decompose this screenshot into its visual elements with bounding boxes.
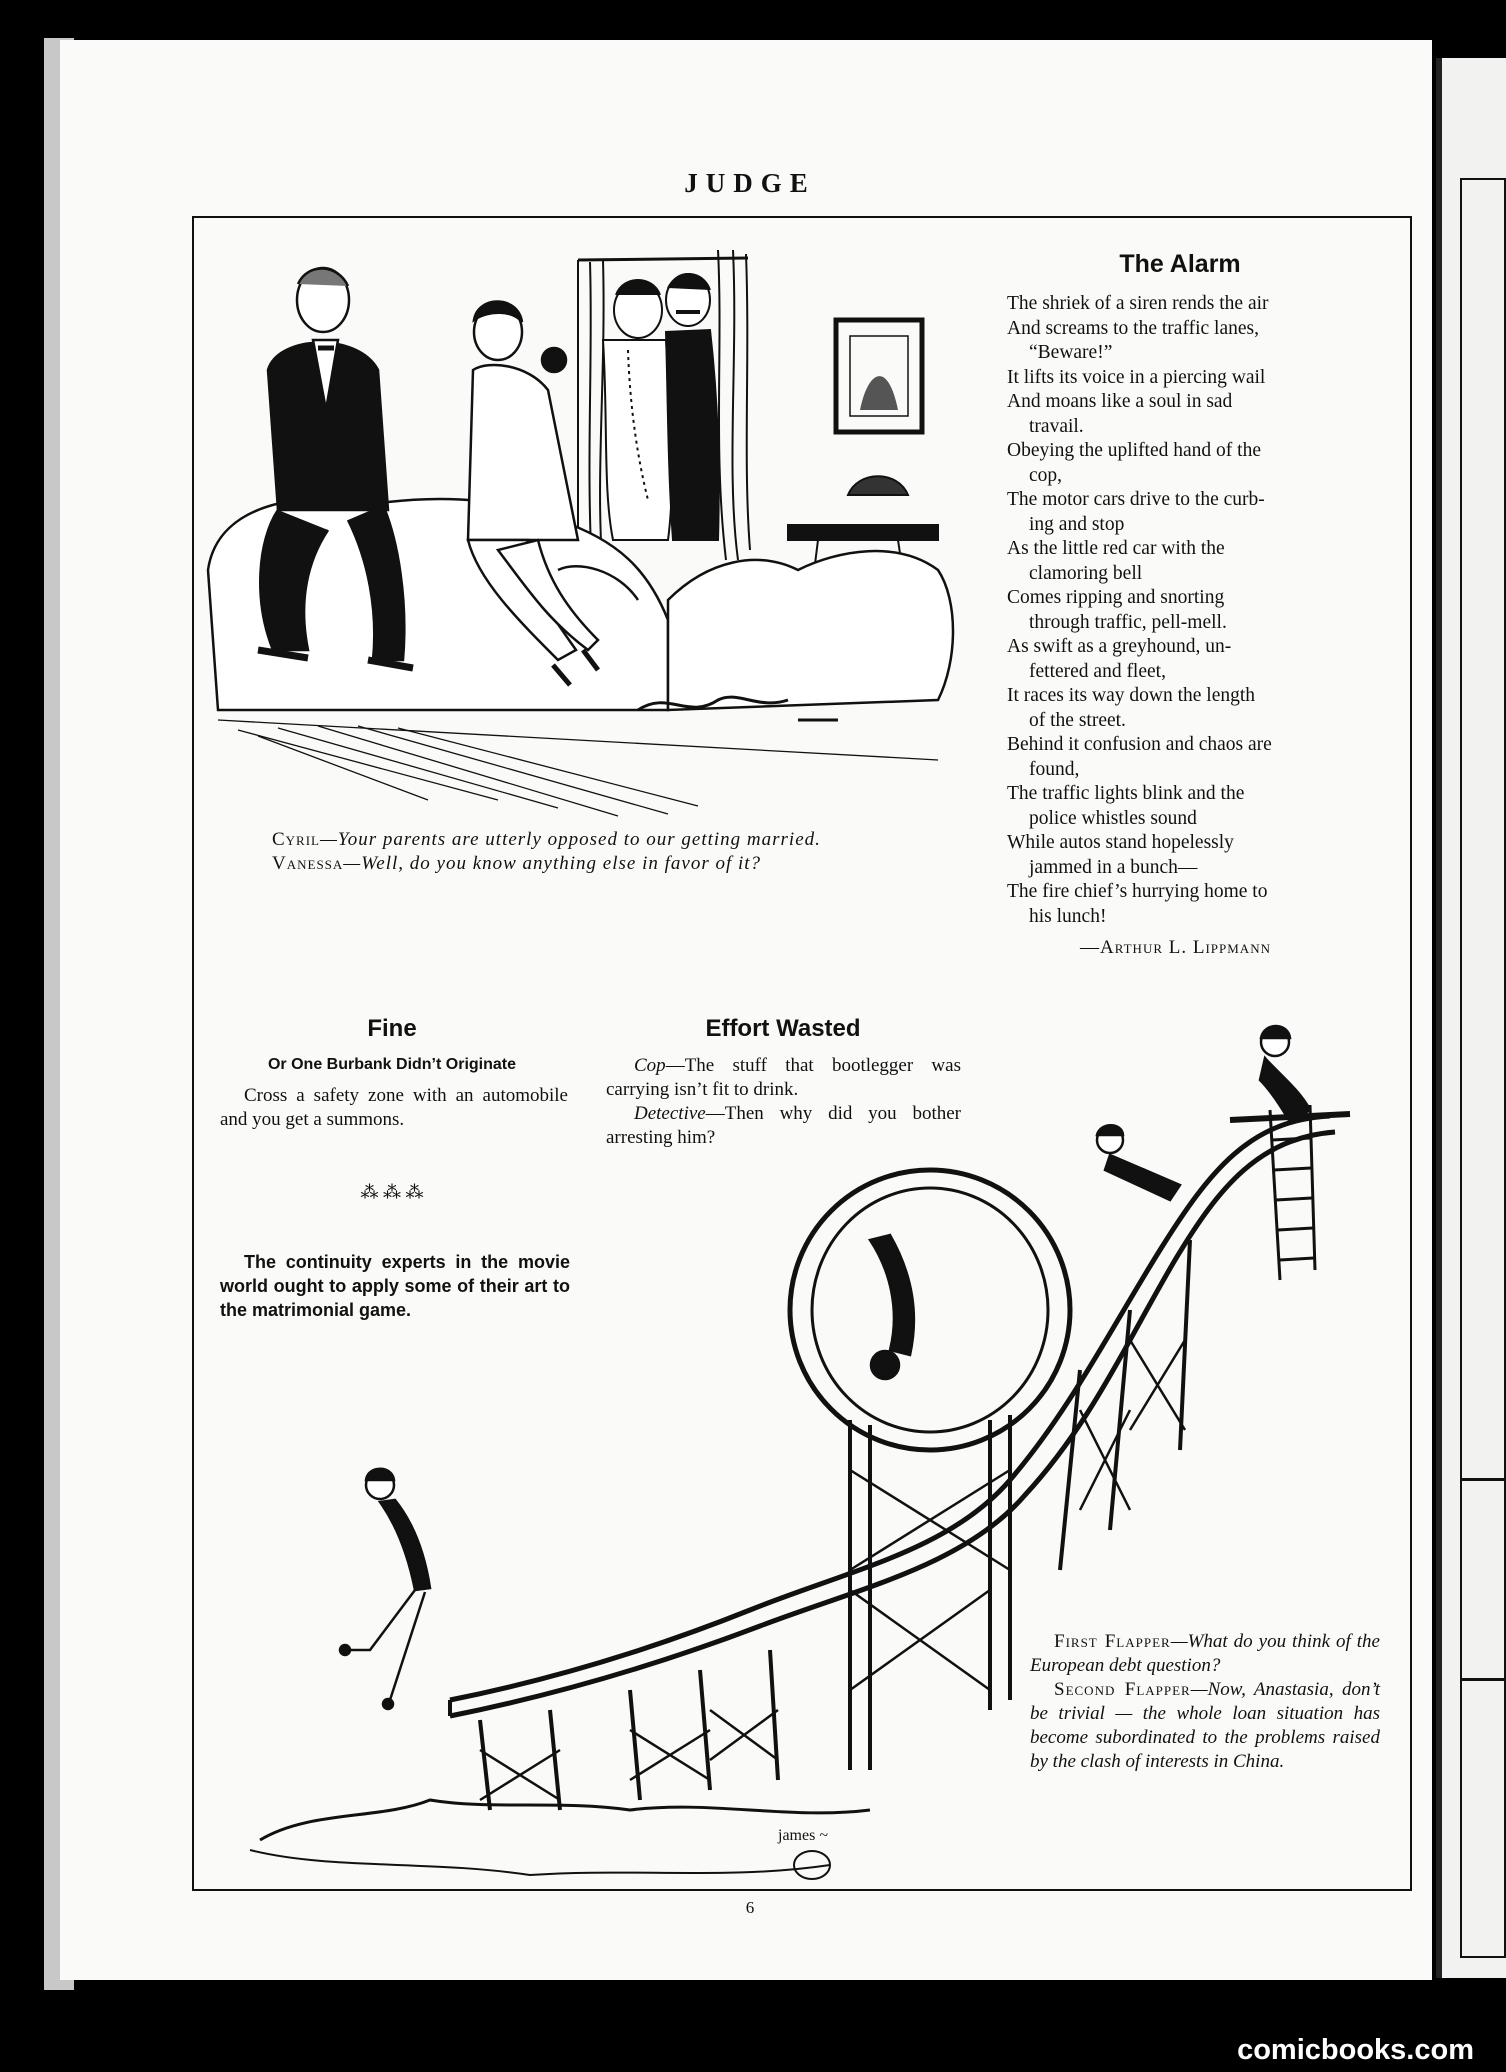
page-number: 6 xyxy=(745,1898,755,1917)
poem-line: Comes ripping and snorting xyxy=(1007,587,1225,608)
poem-line: It lifts its voice in a piercing wail xyxy=(1007,366,1266,388)
caption-line-cyril xyxy=(250,828,930,852)
svg-text:james ~: james ~ xyxy=(778,1827,828,1844)
cop-dialogue: —The stuff that bootlegger was carrying isn’t fit to drink. xyxy=(606,1055,961,1100)
poem-line: police whistles sound xyxy=(1029,807,1197,829)
fine-title: Fine xyxy=(367,1015,417,1042)
poem-line: found, xyxy=(1029,758,1080,780)
alarm-poem-body xyxy=(1007,292,1362,929)
poem-line: travail. xyxy=(1029,415,1084,437)
poem-line: through traffic, pell-mell. xyxy=(1029,611,1227,633)
caption-line-vanessa xyxy=(250,852,930,876)
poem-line: cop, xyxy=(1029,464,1063,486)
poem-line: “Beware!” xyxy=(1029,342,1113,363)
poem-line: The motor cars drive to the curb- xyxy=(1007,489,1265,510)
poem-line: As swift as a greyhound, un- xyxy=(1007,636,1232,657)
parlor-cartoon-caption xyxy=(250,828,930,876)
poem-line: jammed in a bunch— xyxy=(1029,856,1198,878)
poem-line: The traffic lights blink and the xyxy=(1007,783,1245,804)
magazine-title: JUDGE xyxy=(684,168,816,198)
poem-line: As the little red car with the xyxy=(1007,538,1225,559)
poem-line: of the street. xyxy=(1029,709,1126,731)
speaker-vanessa: Vanessa xyxy=(272,853,344,874)
parlor-cartoon-illustration xyxy=(198,240,968,820)
first-flapper-dialogue: —What do you think of the European debt question? xyxy=(1030,1631,1380,1676)
detective-dialogue: —Then why did you bother arresting him? xyxy=(606,1103,961,1148)
speaker-cop: Cop xyxy=(634,1055,666,1076)
speaker-detective: Detective xyxy=(634,1103,706,1124)
caption-line-second-flapper xyxy=(1030,1678,1380,1774)
effort-wasted-title: Effort Wasted xyxy=(705,1015,861,1042)
flapper-caption xyxy=(1030,1630,1380,1774)
adjacent-page-rule xyxy=(1460,1478,1506,1481)
poem-line: The fire chief’s hurrying home to xyxy=(1007,881,1268,902)
caption-line-first-flapper xyxy=(1030,1630,1380,1678)
alarm-poem-title: The Alarm xyxy=(1119,250,1241,278)
watermark: comicbooks.com xyxy=(1237,2034,1474,2066)
speaker-cyril: Cyril xyxy=(272,829,321,850)
alarm-poem-author: —Arthur L. Lippmann xyxy=(1080,937,1271,958)
cyril-dialogue: —Your parents are utterly opposed to our getting married. xyxy=(320,829,821,850)
fine-body: Cross a safety zone with an automobile and you get a summons. xyxy=(220,1085,568,1130)
poem-line: And moans like a soul in sad xyxy=(1007,391,1233,412)
poem-line: ing and stop xyxy=(1029,513,1125,535)
adjacent-page-edge xyxy=(1436,58,1506,1978)
poem-line: Obeying the uplifted hand of the xyxy=(1007,440,1261,461)
adjacent-page-frame xyxy=(1460,178,1506,1958)
section-separator: ⁂ ⁂ ⁂ xyxy=(360,1182,424,1202)
speaker-first-flapper: First Flapper xyxy=(1054,1631,1171,1652)
poem-line: Behind it confusion and chaos are xyxy=(1007,734,1272,755)
second-flapper-dialogue: —Now, Anastasia, don’t be trivial — the whole loan situation has become subordinated to the problems raised by the clash of interests in China. xyxy=(1030,1679,1380,1772)
poem-line: And screams to the traffic lanes, xyxy=(1007,317,1259,339)
poem-line: clamoring bell xyxy=(1029,562,1143,584)
poem-line: It races its way down the length xyxy=(1007,685,1256,706)
fine-subtitle: Or One Burbank Didn’t Originate xyxy=(267,1056,517,1073)
continuity-joke: The continuity experts in the movie world ought to apply some of their art to the matrimonial game. xyxy=(220,1252,570,1320)
vanessa-dialogue: —Well, do you know anything else in favor of it? xyxy=(343,853,762,874)
poem-line: While autos stand hopelessly xyxy=(1007,832,1234,853)
poem-line: fettered and fleet, xyxy=(1029,660,1166,682)
speaker-second-flapper: Second Flapper xyxy=(1054,1679,1191,1700)
adjacent-page-rule xyxy=(1460,1678,1506,1681)
poem-line: The shriek of a siren rends the air xyxy=(1007,293,1269,314)
poem-line: his lunch! xyxy=(1029,905,1107,927)
